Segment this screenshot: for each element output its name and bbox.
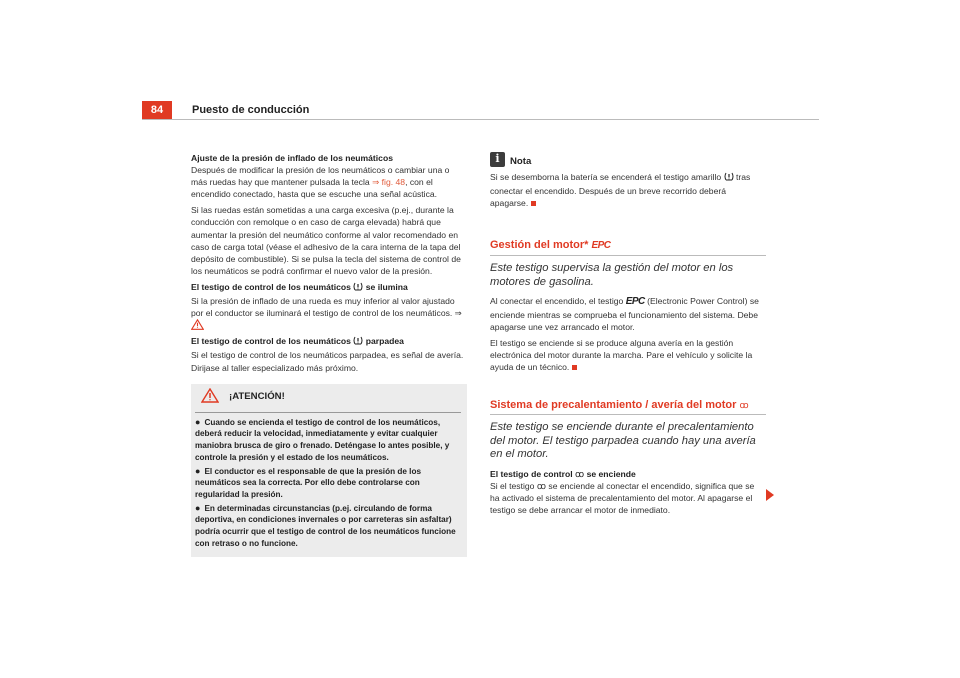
atencion-header (195, 388, 461, 406)
spacer (490, 377, 766, 399)
end-marker-icon (572, 365, 577, 370)
preheat-coil-icon: ꝏ (575, 468, 585, 479)
blink-heading-text-a: El testigo de control de los neumáticos (191, 336, 351, 347)
lit-text: Si la presión de inflado de una rueda es muy inferior al valor ajustado por el conductor se iluminará el testigo de control de los neumáticos. ⇒ (191, 296, 462, 319)
epc-lead: Este testigo supervisa la gestión del motor en los motores de gasolina. (490, 262, 734, 288)
epc-text-b: (Electronic Power Control) se enciende mientras se comprueba el funcionamiento del sistema. Debe apagarse une vez arrancado el motor. (490, 296, 759, 332)
tire-pressure-icon (724, 172, 734, 185)
lit-paragraph (191, 295, 467, 331)
atencion-item (195, 417, 461, 464)
left-column (191, 152, 467, 557)
bullet-icon: ● (195, 465, 201, 476)
preheat-coil-icon: ꝏ (739, 400, 749, 411)
warning-triangle-icon (201, 388, 219, 406)
bullet-icon: ● (195, 416, 201, 427)
preheat-heading (490, 468, 766, 480)
nota-header (490, 150, 766, 168)
atencion-item-text: Cuando se encienda el testigo de control de los neumáticos, deberá reducir la velocidad, inmediatamente y evitar cualquier maniobra brusca de giro o frenado. Deténgase lo antes posible, y controle la presión y el estado de los neumáticos. (195, 417, 450, 462)
epc-icon: EPC (591, 240, 611, 252)
preheat-section-title (490, 399, 766, 415)
epc-section-title (490, 239, 766, 256)
blink-heading-text-b: parpadea (365, 336, 404, 347)
epc-text-2: El testigo se enciende si se produce alguna avería en la gestión electrónica del motor durante la marcha. Pare el vehículo y solicite la ayuda de un técnico. (490, 337, 753, 372)
note-info-icon: i (490, 152, 505, 167)
blink-paragraph: Si el testigo de control de los neumáticos parpadea, es señal de avería. Dirijase al taller especializado más próximo. (191, 350, 464, 373)
atencion-item-text: En determinadas circunstancias (p.ej. circulando de forma deportiva, en condiciones invernales o por carreteras sin asfaltar) podría ocurrir que el testigo de control de los neumáticos funcione con retraso o no funcione. (195, 503, 456, 548)
adjust-paragraph-1 (191, 164, 467, 200)
preheat-paragraph (490, 480, 766, 516)
lit-heading-text-b: se ilumina (365, 281, 408, 292)
epc-paragraph-2 (490, 337, 766, 373)
adjust-text-a: Después de modificar la presión de los neumáticos o cambiar una o más ruedas hay que mantener pulsada la tecla (191, 165, 450, 188)
epc-paragraph-1 (490, 295, 766, 332)
right-column (490, 150, 766, 520)
preheat-lead: Este testigo se enciende durante el precalentamiento del motor. El testigo parpadea cuando hay una avería en el motor. (490, 421, 756, 461)
adjust-heading: Ajuste de la presión de inflado de los neumáticos (191, 153, 393, 163)
epc-title-text: Gestión del motor* (490, 239, 589, 252)
atencion-item (195, 466, 461, 501)
atencion-item (195, 503, 461, 550)
lit-heading-text-a: El testigo de control de los neumáticos (191, 281, 351, 292)
preheat-text-a: Si el testigo (490, 480, 535, 491)
header-divider (142, 119, 819, 120)
adjust-text-b: , con el encendido conectado, hasta que se escuche una señal acústica. (191, 177, 438, 200)
blink-heading (191, 335, 467, 349)
preheat-coil-icon: ꝏ (536, 480, 546, 491)
next-page-arrow-icon[interactable] (766, 489, 774, 501)
lit-heading (191, 281, 467, 295)
adjust-paragraph-2: Si las ruedas están sometidas a una carga excesiva (p.ej., durante la conducción con remolque o en caso de carga elevada) habrá que aumentar la presión del neumático conforme al valor recomendado en caso de carga total (véase el adhesivo de la cara interna de la tapa del depósito de combustible). Si se pulsa la tecla del sistema de control de los neumáticos se podrá confirmar el nuevo valor de la presión. (191, 205, 461, 276)
preheat-heading-text-b: se enciende (586, 468, 636, 479)
tire-pressure-icon (353, 282, 363, 295)
warning-triangle-icon (191, 319, 204, 330)
nota-title: Nota (510, 156, 532, 167)
epc-icon: EPC (625, 296, 645, 308)
page-number-tab: 84 (142, 101, 172, 119)
tire-pressure-icon (353, 336, 363, 349)
bullet-icon: ● (195, 502, 201, 513)
atencion-title: ¡ATENCIÓN! (229, 390, 285, 402)
end-marker-icon (531, 201, 536, 206)
spacer (490, 213, 766, 239)
page-header-title: Puesto de conducción (192, 104, 310, 116)
preheat-text-b: se enciende al conectar el encendido, significa que se ha activado el sistema de precalentamiento del motor. Al apagarse el testigo se debe arrancar el motor de inmediato. (490, 480, 755, 515)
nota-text-b: tras conectar el encendido. Después de un breve recorrido deberá apagarse. (490, 172, 751, 209)
epc-text-a: Al conectar el encendido, el testigo (490, 296, 624, 307)
preheat-heading-text-a: El testigo de control (490, 468, 573, 479)
fig-48-link[interactable]: ⇒ fig. 48 (372, 177, 406, 188)
nota-paragraph (490, 171, 766, 209)
atencion-box (191, 384, 467, 558)
preheat-title-text: Sistema de precalentamiento / avería del motor (490, 399, 737, 412)
atencion-divider (195, 412, 461, 413)
atencion-item-text: El conductor es el responsable de que la presión de los neumáticos sea la correcta. Por ello debe controlarse con regularidad la presión. (195, 466, 422, 499)
nota-text-a: Si se desemborna la batería se encenderá el testigo amarillo (490, 172, 722, 183)
